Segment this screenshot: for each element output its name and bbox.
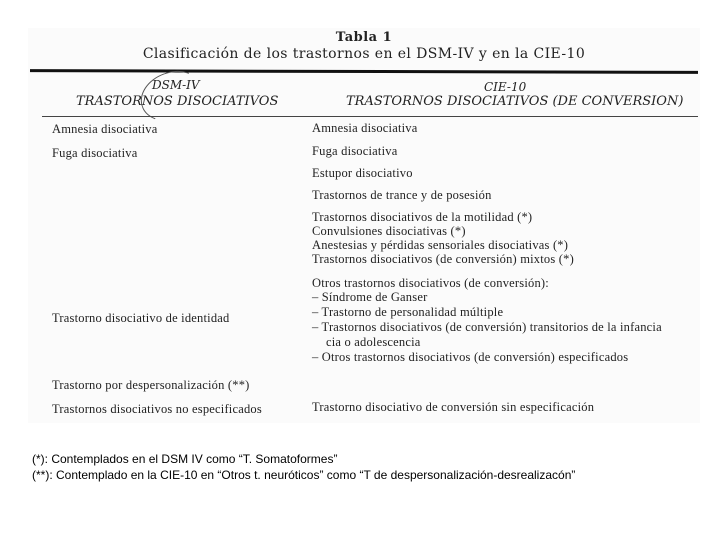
right-subitem-ganser: – Síndrome de Ganser	[312, 290, 428, 304]
right-subitem-transitorios-cont: cia o adolescencia	[326, 335, 421, 349]
right-subitem-transitorios: – Trastornos disociativos (de conversión) transitorios de la infancia	[312, 320, 662, 334]
right-item-amnesia: Amnesia disociativa	[312, 121, 418, 135]
right-item-trance: Trastornos de trance y de posesión	[312, 188, 492, 202]
left-header-abbr: DSM-IV	[152, 78, 200, 92]
left-header-label: TRASTORNOS DISOCIATIVOS	[76, 94, 279, 109]
footnote-despersonalizacion: (**): Contemplado en la CIE-10 en “Otros t. neuróticos” como “T de despersonalización-desrealizacón”	[32, 468, 576, 482]
right-header-label: TRASTORNOS DISOCIATIVOS (DE CONVERSION)	[346, 94, 684, 109]
right-item-estupor: Estupor disociativo	[312, 166, 413, 180]
left-item-identidad: Trastorno disociativo de identidad	[52, 311, 230, 325]
footnote-somatoformes: (*): Contemplados en el DSM IV como “T. Somatoformes”	[32, 452, 338, 466]
right-item-convulsiones: Convulsiones disociativas (*)	[312, 224, 466, 238]
left-item-despersonalizacion: Trastorno por despersonalización (**)	[52, 378, 250, 392]
right-item-anestesias: Anestesias y pérdidas sensoriales disociativas (*)	[312, 238, 569, 252]
top-rule	[30, 69, 698, 74]
scanned-table	[28, 28, 700, 423]
right-header-abbr: CIE-10	[484, 80, 527, 94]
right-item-mixtos: Trastornos disociativos (de conversión) mixtos (*)	[312, 252, 574, 266]
right-item-fuga: Fuga disociativa	[312, 144, 398, 158]
left-item-amnesia: Amnesia disociativa	[52, 122, 158, 136]
left-item-fuga: Fuga disociativa	[52, 146, 138, 160]
right-item-otros: Otros trastornos disociativos (de conversión):	[312, 276, 549, 290]
table-number: Tabla 1	[335, 30, 393, 45]
right-item-motilidad: Trastornos disociativos de la motilidad (*)	[312, 210, 533, 224]
header-rule	[42, 116, 698, 117]
table-title: Clasificación de los trastornos en el DSM-IV y en la CIE-10	[142, 46, 586, 62]
right-item-sin-especificacion: Trastorno disociativo de conversión sin especificación	[312, 400, 595, 414]
left-item-no-especificados: Trastornos disociativos no especificados	[52, 402, 262, 416]
right-subitem-personalidad: – Trastorno de personalidad múltiple	[312, 305, 504, 319]
right-subitem-especificados: – Otros trastornos disociativos (de conversión) especificados	[312, 350, 629, 364]
